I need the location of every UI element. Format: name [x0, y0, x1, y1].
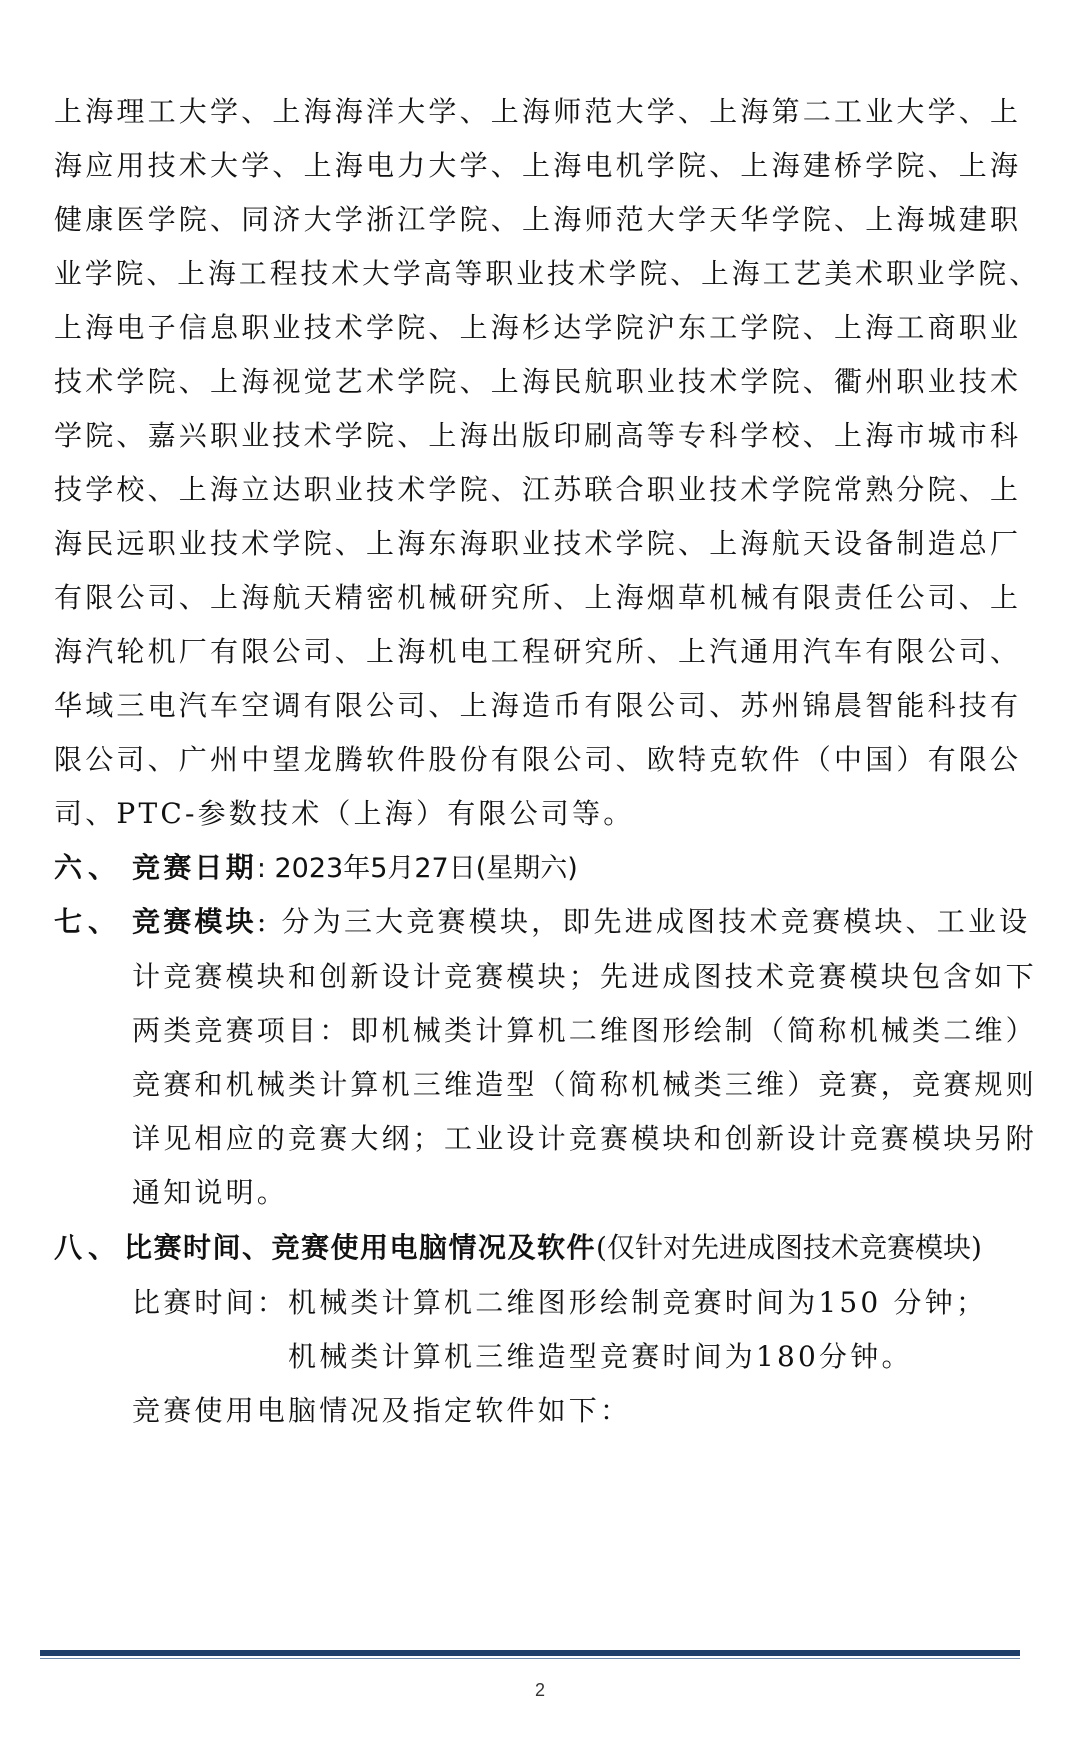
section-8-number: 八、 — [54, 1231, 123, 1264]
page-number: 2 — [534, 1680, 545, 1700]
section-7-line-5: 详见相应的竞赛大纲；工业设计竞赛模块和创新设计竞赛模块另附 — [132, 1122, 1037, 1155]
body-line-13: 限公司、广州中望龙腾软件股份有限公司、欧特克软件（中国）有限公 — [54, 743, 1022, 776]
body-line-14: 司、PTC-参数技术（上海）有限公司等。 — [54, 797, 635, 830]
section-7-line-4: 竞赛和机械类计算机三维造型（简称机械类三维）竞赛，竞赛规则 — [132, 1068, 1037, 1101]
body-line-4: 业学院、上海工程技术大学高等职业技术学院、上海工艺美术职业学院、 — [54, 257, 1041, 290]
section-8-time-line-2: 机械类计算机三维造型竞赛时间为180分钟。 — [288, 1340, 913, 1373]
section-7-heading — [54, 902, 1030, 942]
section-8-label: 比赛时间、竞赛使用电脑情况及软件 — [124, 1231, 597, 1264]
section-6-label: 竞赛日期 — [132, 851, 257, 884]
section-8-note: (仅针对先进成图技术竞赛模块) — [596, 1231, 982, 1264]
body-line-1: 上海理工大学、上海海洋大学、上海师范大学、上海第二工业大学、上 — [54, 95, 1022, 128]
body-line-12: 华域三电汽车空调有限公司、上海造币有限公司、苏州锦晨智能科技有 — [54, 689, 1022, 722]
section-8-heading — [54, 1228, 982, 1268]
section-6-text: : 2023年5月27日(星期六) — [256, 853, 578, 884]
body-line-6: 技术学院、上海视觉艺术学院、上海民航职业技术学院、衢州职业技术 — [54, 365, 1022, 398]
section-8-software-line: 竞赛使用电脑情况及指定软件如下： — [132, 1394, 632, 1427]
section-7-line-2: 计竞赛模块和创新设计竞赛模块；先进成图技术竞赛模块包含如下 — [132, 960, 1037, 993]
section-8-time-line-1: 比赛时间：机械类计算机二维图形绘制竞赛时间为150 分钟； — [132, 1286, 988, 1319]
section-7-first-line: : 分为三大竞赛模块，即先进成图技术竞赛模块、工业设 — [256, 905, 1031, 938]
section-6-number: 六、 — [54, 851, 123, 884]
footer-rule — [40, 1650, 1020, 1656]
body-line-5: 上海电子信息职业技术学院、上海杉达学院沪东工学院、上海工商职业 — [54, 311, 1022, 344]
body-line-11: 海汽轮机厂有限公司、上海机电工程研究所、上汽通用汽车有限公司、 — [54, 635, 1022, 668]
body-line-10: 有限公司、上海航天精密机械研究所、上海烟草机械有限责任公司、上 — [54, 581, 1022, 614]
section-7-label: 竞赛模块 — [132, 905, 257, 938]
body-line-8: 技学校、上海立达职业技术学院、江苏联合职业技术学院常熟分院、上 — [54, 473, 1022, 506]
body-line-7: 学院、嘉兴职业技术学院、上海出版印刷高等专科学校、上海市城市科 — [54, 419, 1022, 452]
body-line-3: 健康医学院、同济大学浙江学院、上海师范大学天华学院、上海城建职 — [54, 203, 1022, 236]
body-line-2: 海应用技术大学、上海电力大学、上海电机学院、上海建桥学院、上海 — [54, 149, 1022, 182]
section-7-number: 七、 — [54, 905, 123, 938]
footer-rule-thin — [40, 1658, 1020, 1659]
section-7-line-3: 两类竞赛项目：即机械类计算机二维图形绘制（简称机械类二维） — [132, 1014, 1037, 1047]
body-line-9: 海民远职业技术学院、上海东海职业技术学院、上海航天设备制造总厂 — [54, 527, 1022, 560]
section-7-line-6: 通知说明。 — [132, 1176, 289, 1209]
section-6-heading — [54, 848, 578, 889]
